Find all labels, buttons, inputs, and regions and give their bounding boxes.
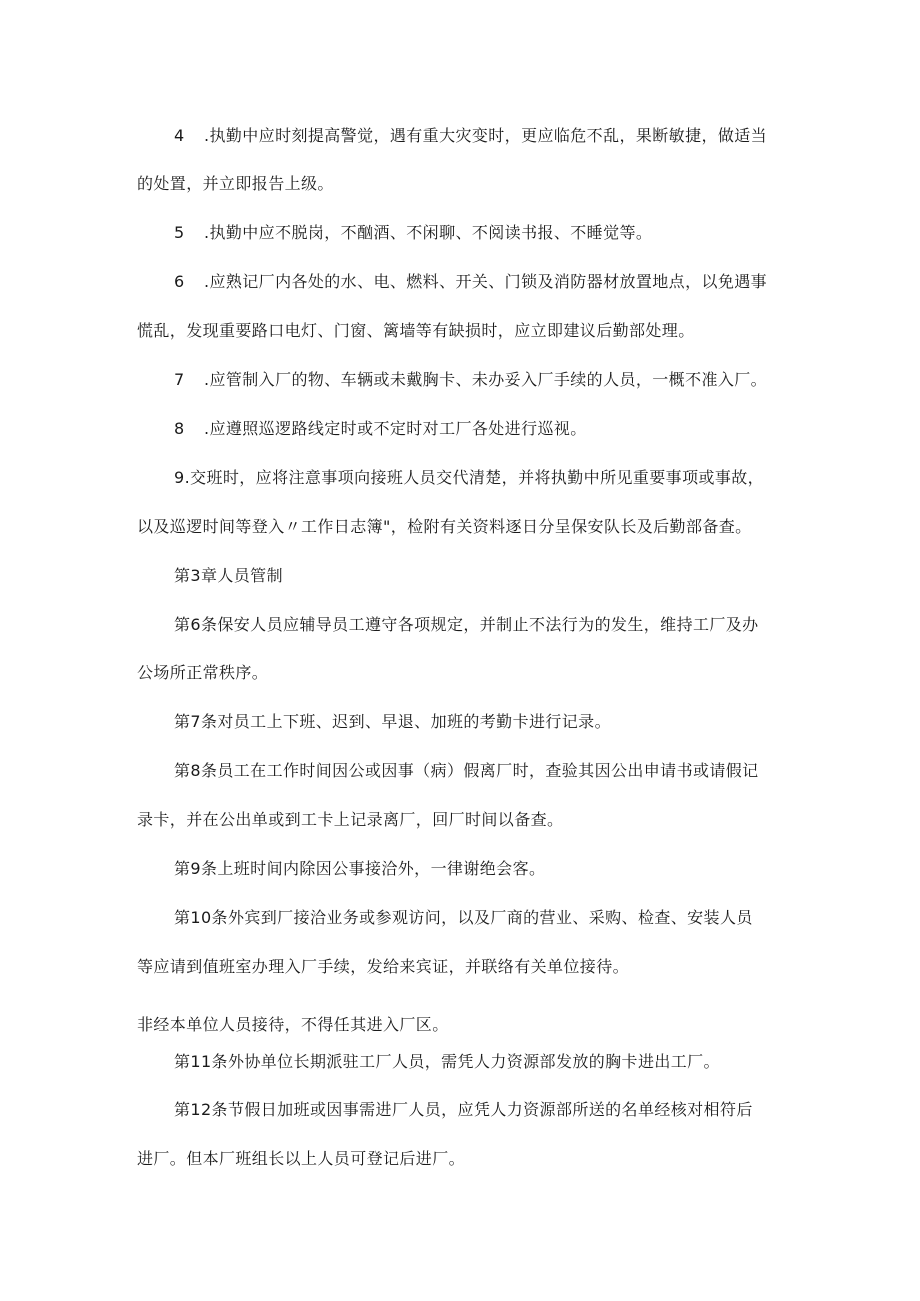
item-4-line2: 的处置，并立即报告上级。	[137, 174, 334, 193]
item-7-line1	[0, 370, 920, 390]
item-number: 4	[174, 126, 185, 145]
chapter-heading: 第3章人员管制	[174, 566, 283, 585]
item-text: .执勤中应不脱岗，不酗酒、不闲聊、不阅读书报、不睡觉等。	[204, 223, 653, 242]
article-7-line1: 第7条对员工上下班、迟到、早退、加班的考勤卡进行记录。	[174, 712, 611, 731]
article-9-line1: 第9条上班时间内除因公事接洽外，一律谢绝会客。	[174, 859, 546, 878]
article-8-line2: 录卡，并在公出单或到工卡上记录离厂，回厂时间以备查。	[137, 810, 564, 829]
article-10-line2: 等应请到值班室办理入厂手续，发给来宾证，并联络有关单位接待。	[137, 957, 630, 976]
article-12-line1: 第12条节假日加班或因事需进厂人员，应凭人力资源部所送的名单经核对相符后	[174, 1100, 753, 1119]
article-10-line1: 第10条外宾到厂接洽业务或参观访问，以及厂商的营业、采购、检查、安装人员	[174, 908, 753, 927]
item-6-line1	[0, 272, 920, 292]
item-6-line2: 慌乱，发现重要路口电灯、门窗、篱墙等有缺损时，应立即建议后勤部处理。	[137, 321, 695, 340]
article-8-line1: 第8条员工在工作时间因公或因事（病）假离厂时，查验其因公出申请书或请假记	[174, 761, 759, 780]
item-text: .执勤中应时刻提高警觉，遇有重大灾变时，更应临危不乱，果断敏捷，做适当	[204, 126, 768, 145]
item-text: .应熟记厂内各处的水、电、燃料、开关、门锁及消防器材放置地点，以免遇事	[204, 272, 768, 291]
article-6-line1: 第6条保安人员应辅导员工遵守各项规定，并制止不法行为的发生，维持工厂及办	[174, 615, 759, 634]
item-text: .应管制入厂的物、车辆或未戴胸卡、未办妥入厂手续的人员，一概不准入厂。	[204, 370, 768, 389]
item-9-line2: 以及巡逻时间等登入〃工作日志簿"，检附有关资料逐日分呈保安队长及后勤部备查。	[137, 517, 752, 536]
article-12-line2: 进厂。但本厂班组长以上人员可登记后进厂。	[137, 1149, 466, 1168]
item-9-line1: 9.交班时，应将注意事项向接班人员交代清楚，并将执勤中所见重要事项或事故，	[174, 468, 765, 487]
item-5-line1	[0, 223, 920, 243]
article-11-line1: 第11条外协单位长期派驻工厂人员，需凭人力资源部发放的胸卡进出工厂。	[174, 1052, 720, 1071]
item-8-line1	[0, 419, 920, 439]
article-10-line3: 非经本单位人员接待，不得任其进入厂区。	[137, 1015, 449, 1034]
item-number: 6	[174, 272, 185, 291]
item-text: .应遵照巡逻路线定时或不定时对工厂各处进行巡视。	[204, 419, 587, 438]
item-number: 8	[174, 419, 185, 438]
item-number: 7	[174, 370, 185, 389]
item-number: 5	[174, 223, 185, 242]
article-6-line2: 公场所正常秩序。	[137, 663, 269, 682]
item-4-line1	[0, 126, 920, 146]
